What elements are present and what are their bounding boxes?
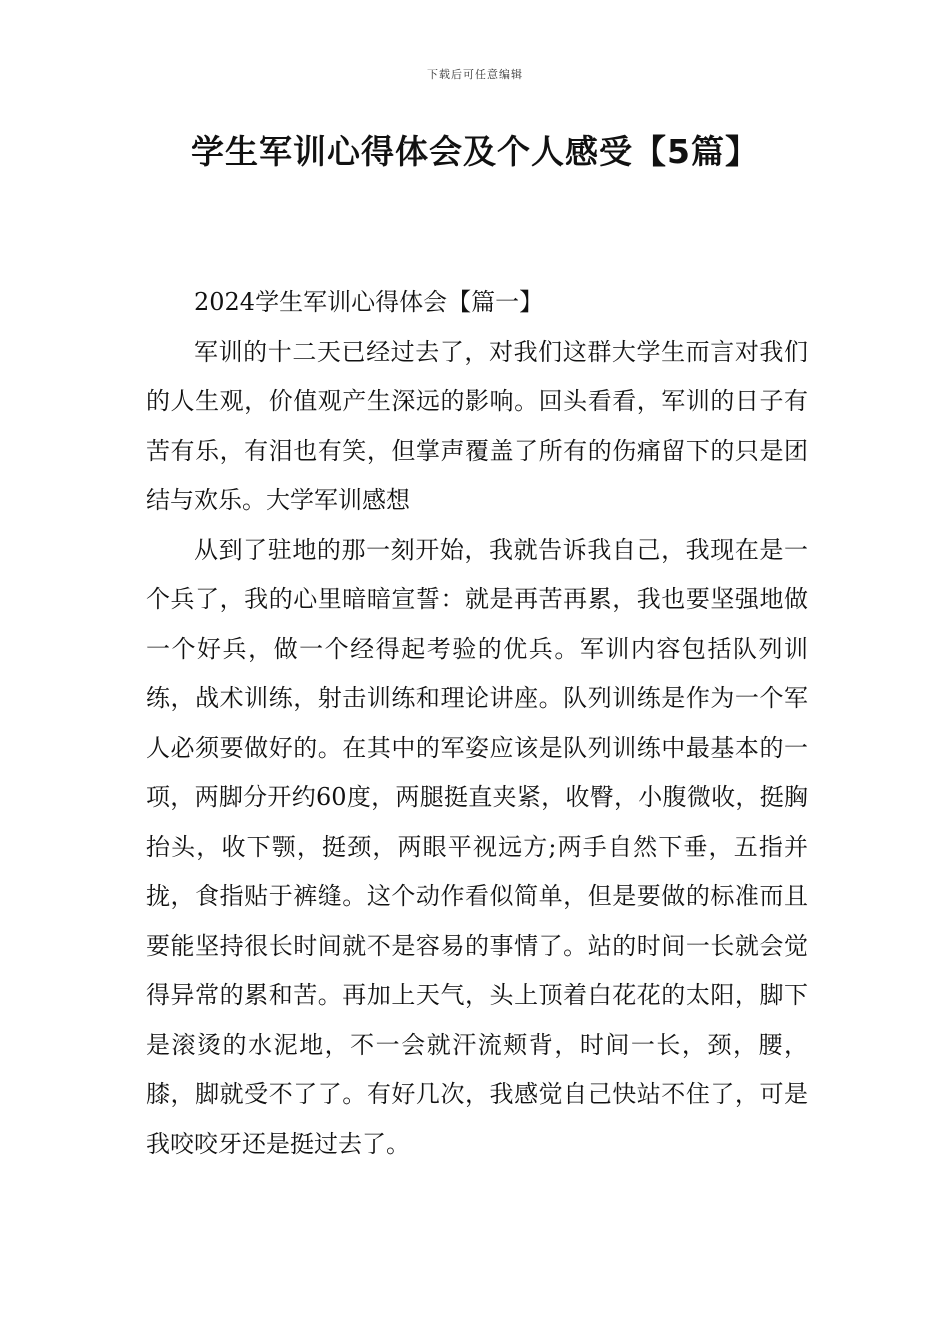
- body-paragraph: 军训的十二天已经过去了，对我们这群大学生而言对我们的人生观，价值观产生深远的影响。回头看看，军训的日子有苦有乐，有泪也有笑，但掌声覆盖了所有的伤痛留下的只是团结与欢乐。大学军训感想: [146, 337, 808, 514]
- body-paragraph: 从到了驻地的那一刻开始，我就告诉我自己，我现在是一个兵了，我的心里暗暗宣誓：就是再苦再累，我也要坚强地做一个好兵，做一个经得起考验的优兵。军训内容包括队列训练，战术训练，射击训练和理论讲座。队列训练是作为一个军人必须要做好的。在其中的军姿应该是队列训练中最基本的一项，两脚分开约60度，两腿挺直夹紧，收臀，小腹微收，挺胸抬头，收下颚，挺颈，两眼平视远方;两手自然下垂，五指并拢，食指贴于裤缝。这个动作看似简单，但是要做的标准而且要能坚持很长时间就不是容易的事情了。站的时间一长就会觉得异常的累和苦。再加上天气，头上顶着白花花的太阳，脚下是滚烫的水泥地，不一会就汗流颊背，时间一长，颈，腰，膝，脚就受不了了。有好几次，我感觉自己快站不住了，可是我咬咬牙还是挺过去了。: [146, 535, 808, 1158]
- document-body: [146, 278, 808, 1169]
- header-note: 下载后可任意编辑: [427, 68, 523, 81]
- section-heading: 2024学生军训心得体会【篇一】: [194, 288, 544, 316]
- document-title: 学生军训心得体会及个人感受【5篇】: [191, 132, 759, 171]
